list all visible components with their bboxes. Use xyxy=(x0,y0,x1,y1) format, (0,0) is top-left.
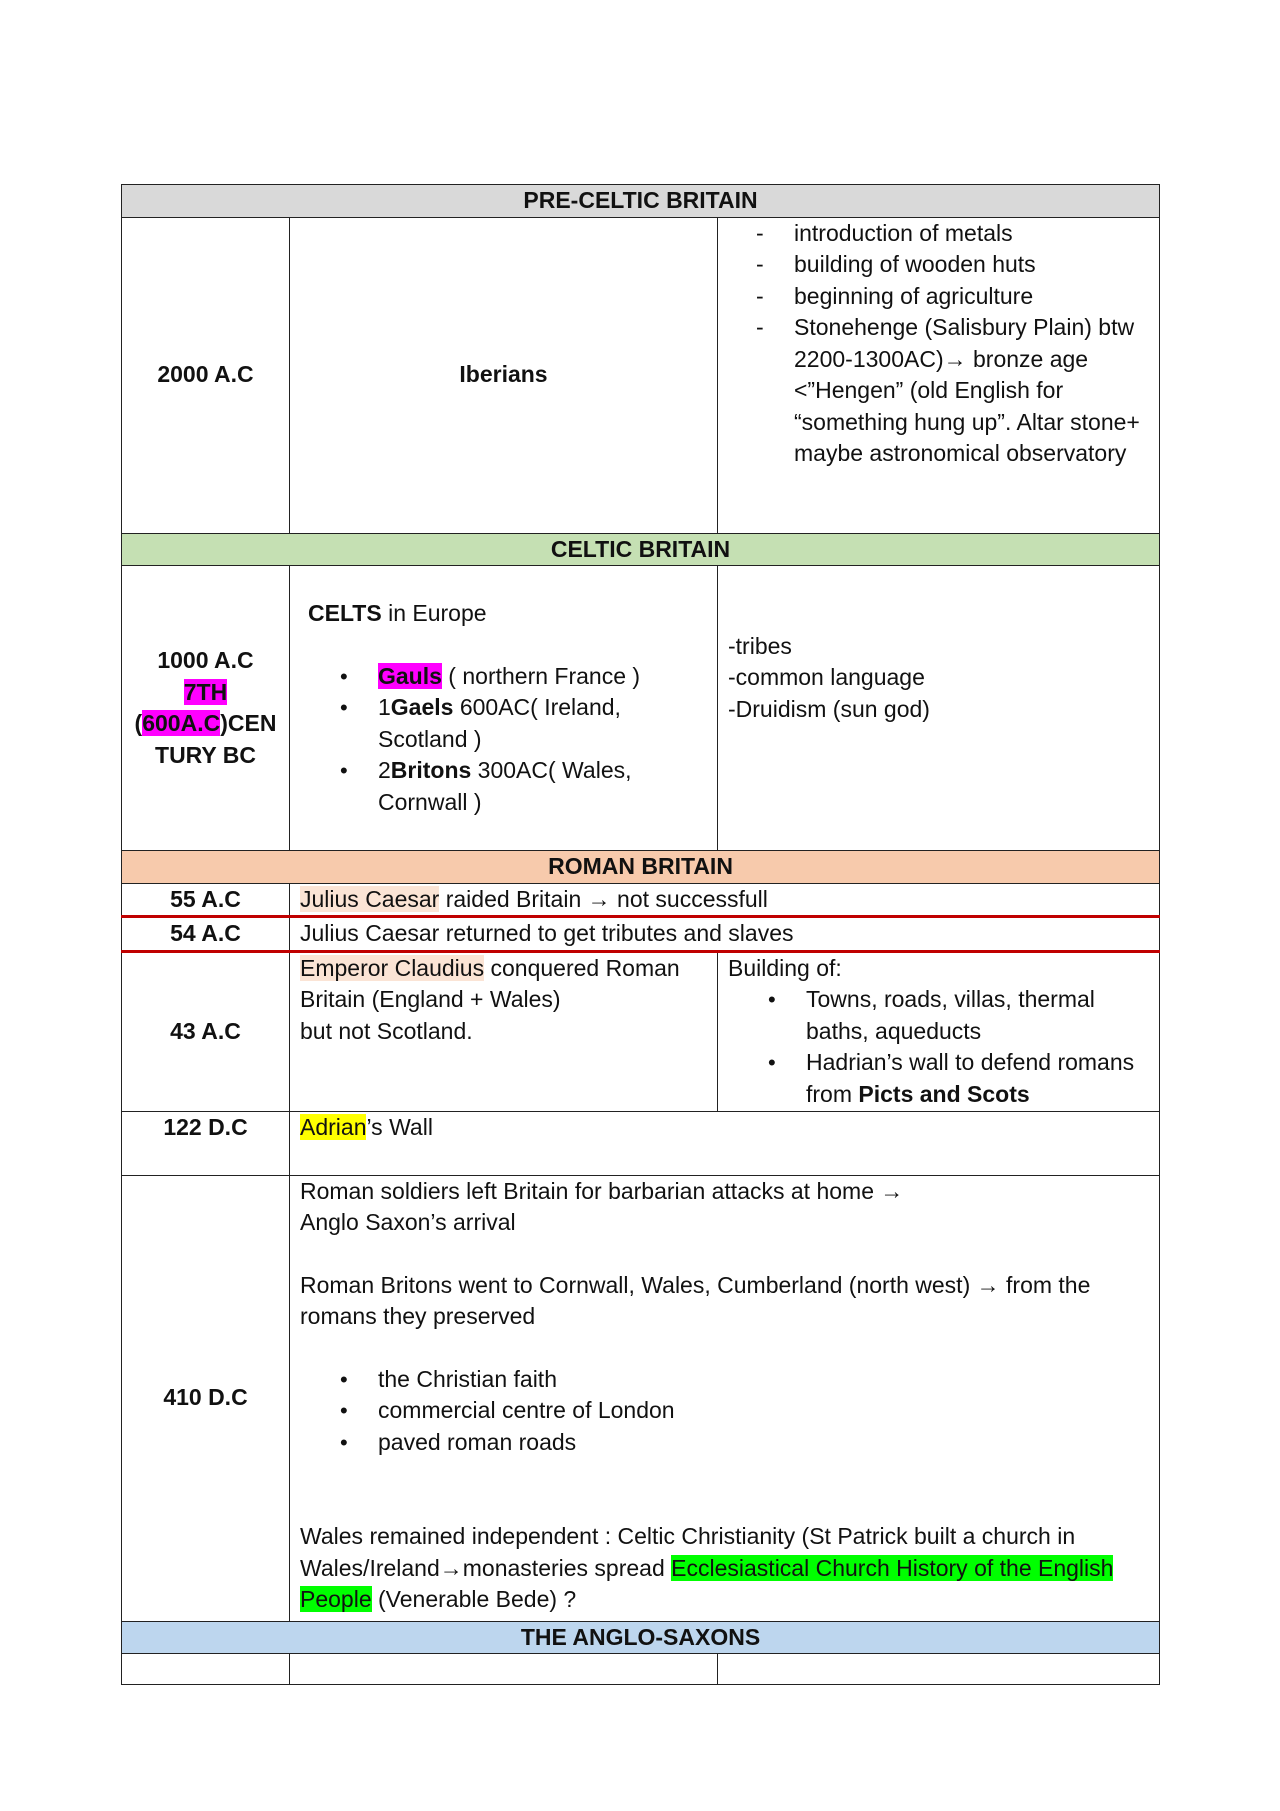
celts-bold: CELTS xyxy=(308,600,382,626)
event-cell xyxy=(290,883,1160,917)
item-number: 2 xyxy=(378,757,391,783)
list-item: • the Christian faith xyxy=(378,1364,1149,1396)
highlight-julius-caesar: Julius Caesar xyxy=(300,885,440,912)
date-cell xyxy=(122,566,290,851)
row-celts xyxy=(122,566,1160,851)
gaels-label: Gaels xyxy=(390,694,454,720)
spacer xyxy=(728,725,1149,785)
event-cell xyxy=(290,1111,1160,1175)
row-55ac xyxy=(122,883,1160,917)
arrow-icon: → xyxy=(880,1177,904,1204)
note-line: -tribes xyxy=(728,632,792,659)
list-item: • paved roman roads xyxy=(378,1427,1149,1459)
highlight-adrian: Adrian xyxy=(300,1113,367,1140)
event-cell xyxy=(290,951,718,1111)
text: from the romans they preserved xyxy=(300,1271,1091,1329)
paragraph: Anglo Saxon’s arrival xyxy=(300,1209,516,1235)
item-text: Hadrian’s wall to defend romans from xyxy=(806,1049,1135,1107)
highlight-claudius: Emperor Claudius xyxy=(300,954,485,981)
text: Wales remained independent : Celtic Christianity (St Patrick built a church in Wales/Ireland xyxy=(300,1523,1076,1581)
highlight-ecclesiastical-history: Ecclesiastical Church History of the English People xyxy=(300,1554,1114,1612)
list-item: - beginning of agriculture xyxy=(794,281,1149,313)
row-empty xyxy=(122,1654,1160,1685)
item-text: 600AC( Ireland, Scotland ) xyxy=(378,694,621,752)
celts-list xyxy=(308,661,707,819)
celts-intro xyxy=(308,598,707,630)
notes-cell xyxy=(718,566,1160,851)
notes-cell xyxy=(718,951,1160,1111)
britons-label: Britons xyxy=(390,757,472,783)
building-label: Building of: xyxy=(728,954,842,981)
celts-rest: in Europe xyxy=(381,600,487,626)
picts-scots-bold: Picts and Scots xyxy=(858,1080,1030,1107)
note-line: -common language xyxy=(728,664,925,691)
event-text: ’s Wall xyxy=(366,1113,433,1140)
date-cell: 54 A.C xyxy=(122,917,290,952)
event-text: not successfull xyxy=(610,885,768,912)
item-text: ( northern France ) xyxy=(441,662,641,689)
row-iberians xyxy=(122,217,1160,533)
notes-list xyxy=(728,218,1149,470)
arrow-icon: → xyxy=(439,1554,463,1581)
row-122dc xyxy=(122,1111,1160,1175)
list-item xyxy=(378,661,707,693)
date-line xyxy=(132,677,279,709)
section-header-celtic: CELTIC BRITAIN xyxy=(122,533,1160,566)
hengen-text: <”Hengen” (old English for “something hung up”. Altar stone+ maybe astronomical observatory xyxy=(794,377,1140,466)
empty-cell xyxy=(290,1654,718,1685)
spacer xyxy=(308,630,707,661)
row-410dc xyxy=(122,1175,1160,1621)
section-header-roman: ROMAN BRITAIN xyxy=(122,851,1160,884)
row-43ac xyxy=(122,951,1160,1111)
date-line xyxy=(132,708,279,740)
section-header-pre-celtic: PRE-CELTIC BRITAIN xyxy=(122,185,1160,218)
section-header-anglo-saxons: THE ANGLO-SAXONS xyxy=(122,1621,1160,1654)
event-text: conquered Roman Britain (England + Wales) xyxy=(300,954,680,1012)
history-timeline-table xyxy=(121,184,1160,1685)
notes-cell xyxy=(718,217,1160,533)
list-item xyxy=(806,1047,1149,1110)
date-cell: 43 A.C xyxy=(122,951,290,1111)
item-text: 300AC( Wales, Cornwall ) xyxy=(378,757,632,815)
empty-cell xyxy=(122,1654,290,1685)
people-cell: Iberians xyxy=(290,217,718,533)
gauls-label: Gauls xyxy=(378,662,442,689)
empty-cell xyxy=(718,1654,1160,1685)
row-54ac xyxy=(122,917,1160,952)
event-cell: Julius Caesar returned to get tributes and slaves xyxy=(290,917,1160,952)
text: Roman Britons went to Cornwall, Wales, Cumberland (north west) xyxy=(300,1271,977,1298)
date-suffix: )CEN xyxy=(220,710,277,736)
spacer xyxy=(300,1458,1149,1521)
highlight-7th: 7TH xyxy=(183,678,228,705)
stonehenge-text: Stonehenge (Salisbury Plain) btw 2200-1300AC) xyxy=(794,314,1135,372)
note-line: -Druidism (sun god) xyxy=(728,695,930,722)
building-list xyxy=(728,984,1149,1110)
list-item xyxy=(378,755,707,818)
arrow-icon: → xyxy=(943,345,967,372)
list-item: - introduction of metals xyxy=(794,218,1149,250)
spacer xyxy=(300,1333,1149,1364)
paragraph xyxy=(300,1176,1149,1208)
paragraph xyxy=(300,1270,1149,1333)
arrow-icon: → xyxy=(587,885,611,912)
event-text: but not Scotland. xyxy=(300,1017,473,1044)
spacer xyxy=(300,1239,1149,1270)
event-text: raided Britain xyxy=(439,885,588,912)
highlight-600ac: 600A.C xyxy=(142,710,221,736)
list-item: • Towns, roads, villas, thermal baths, aqueducts xyxy=(806,984,1149,1047)
date-cell: 55 A.C xyxy=(122,883,290,917)
event-cell xyxy=(290,1175,1160,1621)
date-cell: 410 D.C xyxy=(122,1175,290,1621)
preserved-list xyxy=(300,1364,1149,1459)
list-item xyxy=(378,692,707,755)
list-item: - building of wooden huts xyxy=(794,249,1149,281)
text: (Venerable Bede) ? xyxy=(371,1586,577,1612)
list-item xyxy=(794,312,1149,470)
list-item: • commercial centre of London xyxy=(378,1395,1149,1427)
date-line: TURY BC xyxy=(155,741,256,768)
text: monasteries spread xyxy=(462,1554,672,1581)
bronze-age-text: bronze age xyxy=(973,345,1089,372)
arrow-icon: → xyxy=(976,1271,1000,1298)
paragraph xyxy=(300,1521,1149,1616)
date-line: 1000 A.C xyxy=(157,647,254,673)
date-cell: 2000 A.C xyxy=(122,217,290,533)
date-cell: 122 D.C xyxy=(122,1111,290,1175)
item-number: 1 xyxy=(378,694,391,720)
celts-cell xyxy=(290,566,718,851)
text: Roman soldiers left Britain for barbarian attacks at home xyxy=(300,1177,881,1204)
paren: ( xyxy=(134,710,143,736)
